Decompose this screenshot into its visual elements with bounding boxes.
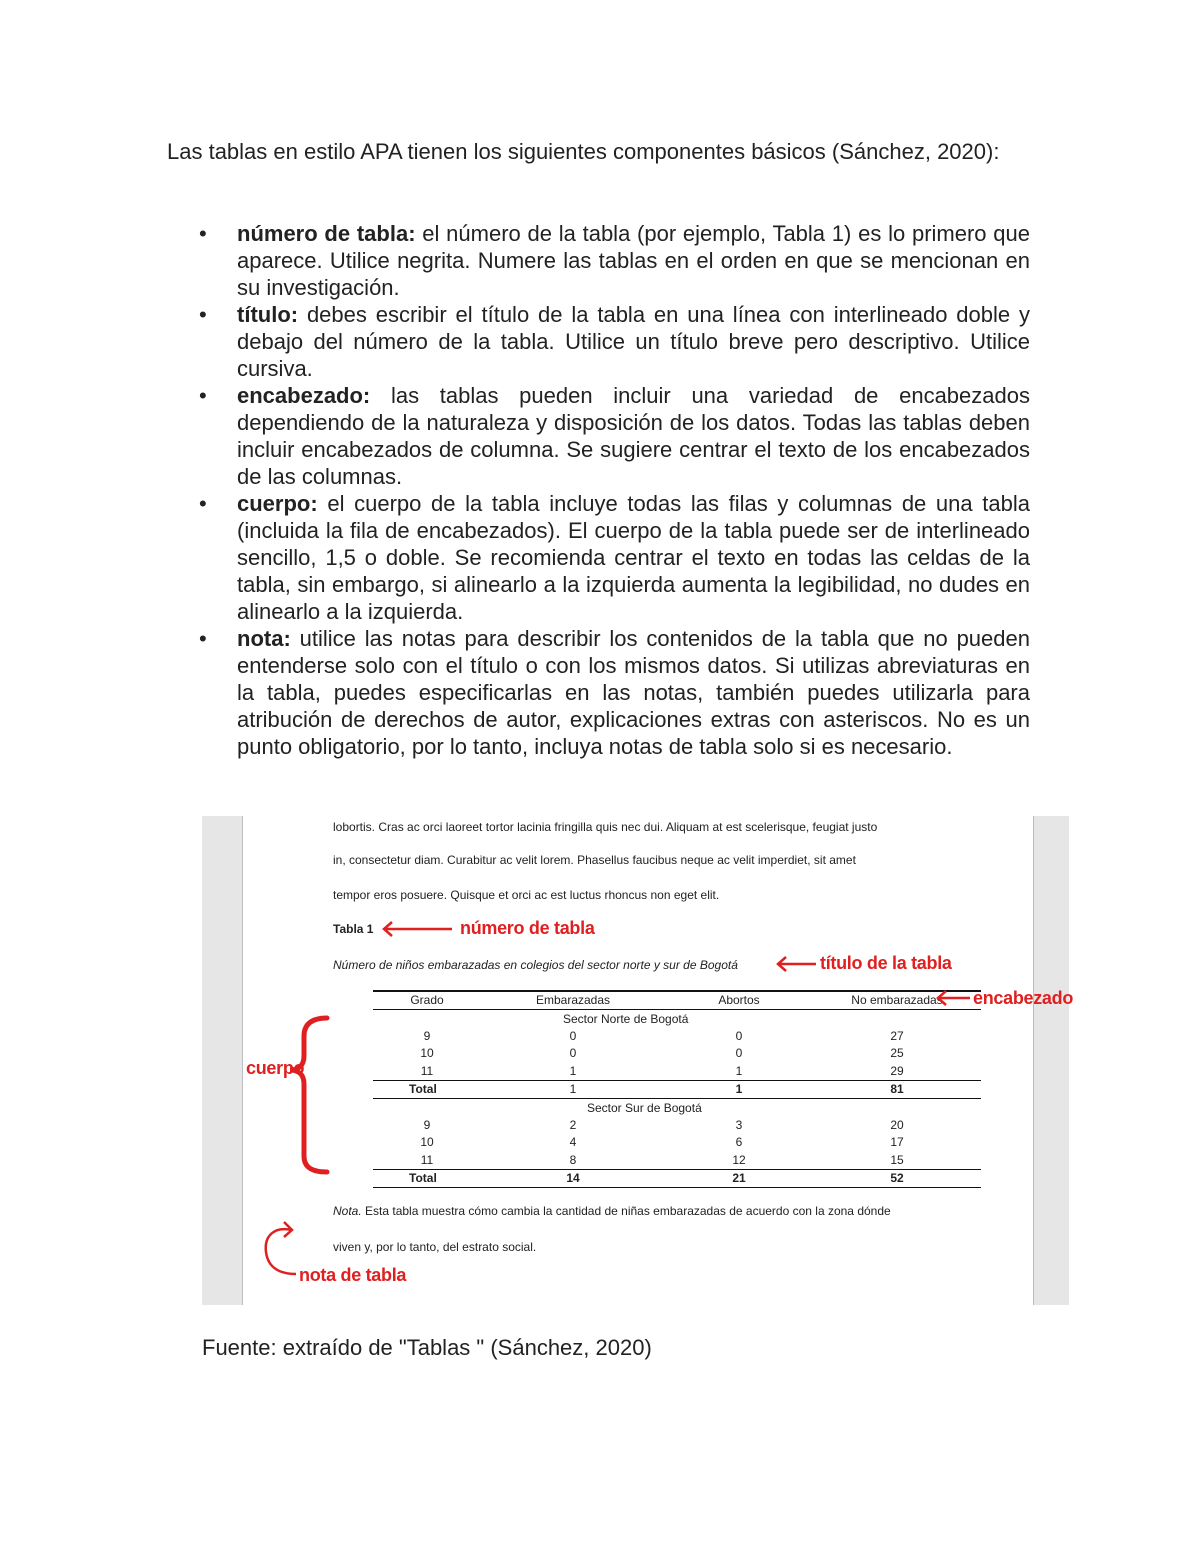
- body-text-line: tempor eros posuere. Quisque et orci ac est luctus rhoncus non eget elit.: [333, 888, 720, 902]
- note-text: Esta tabla muestra cómo cambia la cantidad de niñas embarazadas de acuerdo con la zona dónde: [361, 1204, 891, 1218]
- table-cell: Total: [373, 1169, 481, 1187]
- annotation-encabezado: encabezado: [973, 988, 1074, 1008]
- table-number: Tabla 1: [333, 922, 374, 936]
- table-cell: 8: [569, 1152, 577, 1167]
- table-cell: 14: [481, 1169, 665, 1187]
- list-item-term: título:: [237, 302, 299, 327]
- bullet-icon: •: [199, 383, 207, 408]
- annotation-numero: número de tabla: [460, 918, 595, 938]
- bullet-icon: •: [199, 221, 207, 246]
- list-item-text: el número de la tabla (por ejemplo, Tabla 1) es lo primero que aparece. Utilice negrita. Numere las tablas en el orden en que se mencionan en su investigación.: [237, 221, 1030, 300]
- list-item-term: encabezado:: [237, 383, 371, 408]
- table-title: Número de niños embarazadas en colegios del sector norte y sur de Bogotá: [333, 958, 738, 972]
- note-label: Nota.: [333, 1204, 362, 1218]
- table-cell: 10: [420, 1046, 434, 1061]
- list-item: [167, 625, 1030, 760]
- list-item: [167, 220, 1030, 301]
- arrow-icon: [938, 991, 970, 1005]
- list-item-text: utilice las notas para describir los contenidos de la tabla que no pueden entenderse solo con el título o con los mismos datos. Si utilizas abreviaturas en la tabla, puedes especificarlas en las notas, también puedes utilizarla para atribución de derechos de autor, explicaciones extras con asteriscos. No es un punto obligatorio, por lo tanto, incluya notas de tabla solo si es necesario.: [237, 626, 1030, 759]
- list-item-term: nota:: [237, 626, 291, 651]
- table-cell: 20: [890, 1117, 904, 1132]
- table-cell: 15: [890, 1152, 904, 1167]
- table-cell: 1: [665, 1080, 813, 1098]
- table-cell: 4: [569, 1135, 577, 1150]
- list-item: [167, 382, 1030, 490]
- table-cell: 81: [813, 1080, 981, 1098]
- table-cell: 11: [420, 1063, 434, 1078]
- components-list: [167, 220, 1030, 760]
- table-cell: 52: [813, 1169, 981, 1187]
- curved-arrow-icon: [266, 1222, 296, 1274]
- bullet-icon: •: [199, 491, 207, 516]
- table-cell: 25: [890, 1046, 904, 1061]
- column-header: Grado: [373, 991, 481, 1010]
- list-item: [167, 301, 1030, 382]
- table-cell: 0: [735, 1046, 743, 1061]
- table-cell: 29: [890, 1063, 904, 1078]
- table-cell: 0: [735, 1028, 743, 1043]
- table-cell: 27: [890, 1028, 904, 1043]
- table-cell: 2: [569, 1117, 577, 1132]
- body-text-line: in, consectetur diam. Curabitur ac velit lorem. Phasellus faucibus neque ac velit imperdiet, sit amet: [333, 853, 856, 867]
- table-cell: 1: [735, 1063, 743, 1078]
- table-cell: 0: [569, 1046, 577, 1061]
- section-label: Sector Sur de Bogotá: [587, 1100, 702, 1115]
- table-cell: 3: [735, 1117, 743, 1132]
- annotation-arrows: [202, 816, 1069, 1305]
- list-item-term: cuerpo:: [237, 491, 318, 516]
- table-cell: 0: [569, 1028, 577, 1043]
- annotation-titulo: título de la tabla: [820, 953, 952, 973]
- column-header: Embarazadas: [481, 991, 665, 1010]
- column-header: No embarazadas: [813, 991, 981, 1010]
- figure-source: Fuente: extraído de "Tablas " (Sánchez, 2020): [202, 1335, 652, 1360]
- table-cell: 17: [890, 1135, 904, 1150]
- table-cell: 12: [732, 1152, 746, 1167]
- table-cell: 9: [423, 1028, 431, 1043]
- table-cell: 6: [735, 1135, 743, 1150]
- list-item: [167, 490, 1030, 625]
- table-cell: 11: [420, 1152, 434, 1167]
- table-cell: 1: [481, 1080, 665, 1098]
- table-cell: 1: [569, 1063, 577, 1078]
- section-label: Sector Norte de Bogotá: [563, 1011, 689, 1026]
- bullet-icon: •: [199, 302, 207, 327]
- list-item-term: número de tabla:: [237, 221, 416, 246]
- apa-table-figure: [202, 816, 1074, 1305]
- body-text-line: lobortis. Cras ac orci laoreet tortor lacinia fringilla quis nec dui. Aliquam at est scelerisque, feugiat justo: [333, 820, 878, 834]
- column-header: Abortos: [665, 991, 813, 1010]
- arrow-icon: [384, 922, 452, 936]
- list-item-text: el cuerpo de la tabla incluye todas las filas y columnas de una tabla (incluida la fila de encabezados). El cuerpo de la tabla puede ser de interlineado sencillo, 1,5 o doble. Se recomienda centrar el texto en todas las celdas de la tabla, sin embargo, si alinearlo a la izquierda aumenta la legibilidad, no dudes en alinearlo a la izquierda.: [237, 491, 1030, 624]
- list-item-text: las tablas pueden incluir una variedad de encabezados dependiendo de la naturaleza y disposición de los datos. Todas las tablas deben incluir encabezados de columna. Se sugiere centrar el texto de los encabezados de las columnas.: [237, 383, 1030, 489]
- brace-icon: [290, 1018, 327, 1172]
- table-cell: Total: [373, 1080, 481, 1098]
- bullet-icon: •: [199, 626, 207, 651]
- annotation-cuerpo: cuerpo: [246, 1058, 305, 1078]
- table-cell: 21: [665, 1169, 813, 1187]
- table-cell: 10: [420, 1135, 434, 1150]
- table-note-line: viven y, por lo tanto, del estrato social.: [333, 1240, 537, 1254]
- arrow-icon: [778, 957, 816, 971]
- table-cell: 9: [423, 1117, 431, 1132]
- intro-paragraph: Las tablas en estilo APA tienen los siguientes componentes básicos (Sánchez, 2020):: [167, 139, 1000, 164]
- annotation-nota: nota de tabla: [299, 1265, 407, 1285]
- list-item-text: debes escribir el título de la tabla en una línea con interlineado doble y debajo del número de la tabla. Utilice un título breve pero descriptivo. Utilice cursiva.: [237, 302, 1030, 381]
